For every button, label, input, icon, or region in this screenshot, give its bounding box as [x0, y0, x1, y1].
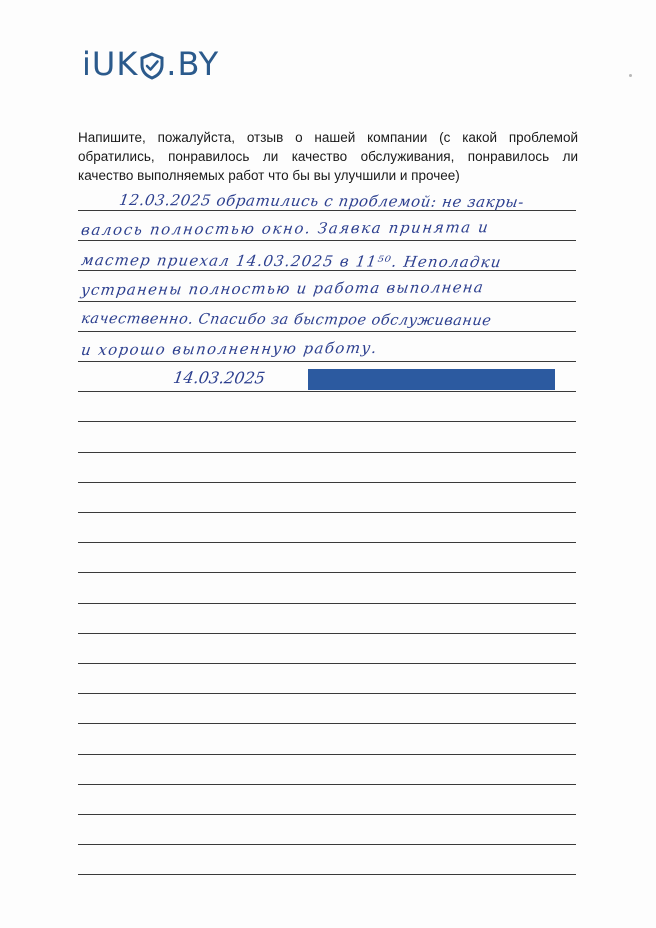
review-line-2: валось полностью окно. Заявка принята и	[80, 218, 491, 239]
ruled-line	[78, 754, 576, 755]
ruled-line	[78, 391, 576, 392]
feedback-prompt: Напишите, пожалуйста, отзыв о нашей компании (с какой проблемой обратились, понравилось ли качество обслуживания, понравилось ли качество выполняемых работ что бы вы улучшили и прочее)	[78, 130, 578, 183]
ruled-line	[78, 663, 576, 664]
ruled-lines	[78, 0, 576, 928]
ruled-line	[78, 844, 576, 845]
review-date: 14.03.2025	[172, 368, 267, 388]
review-line-6: и хорошо выполненную работу.	[80, 338, 379, 359]
ruled-line	[78, 361, 576, 362]
redacted-signature	[308, 369, 555, 390]
ruled-line	[78, 512, 576, 513]
logo-text-start: iUK	[82, 45, 139, 83]
ruled-line	[78, 542, 576, 543]
ruled-line	[78, 603, 576, 604]
ruled-line	[78, 572, 576, 573]
ruled-line	[78, 270, 576, 271]
ruled-line	[78, 482, 576, 483]
ruled-line	[78, 693, 576, 694]
ruled-line	[78, 633, 576, 634]
ruled-line	[78, 723, 576, 724]
ruled-line	[78, 421, 576, 422]
ruled-line	[78, 240, 576, 241]
ruled-line	[78, 874, 576, 875]
ruled-line	[78, 814, 576, 815]
ruled-line	[78, 452, 576, 453]
ruled-line	[78, 784, 576, 785]
scan-speck	[629, 74, 632, 77]
review-line-3: мастер приехал 14.03.2025 в 11⁵⁰. Неполадки	[80, 251, 504, 272]
ruled-line	[78, 331, 576, 332]
logo-text-end: .BY	[166, 45, 220, 83]
review-line-4: устранены полностью и работа выполнена	[80, 278, 486, 299]
review-line-1: 12.03.2025 обратились с проблемой: не закры-	[118, 191, 526, 212]
review-line-5: качественно. Спасибо за быстрое обслуживание	[80, 311, 493, 330]
ruled-line	[78, 210, 576, 211]
ruled-line	[78, 301, 576, 302]
